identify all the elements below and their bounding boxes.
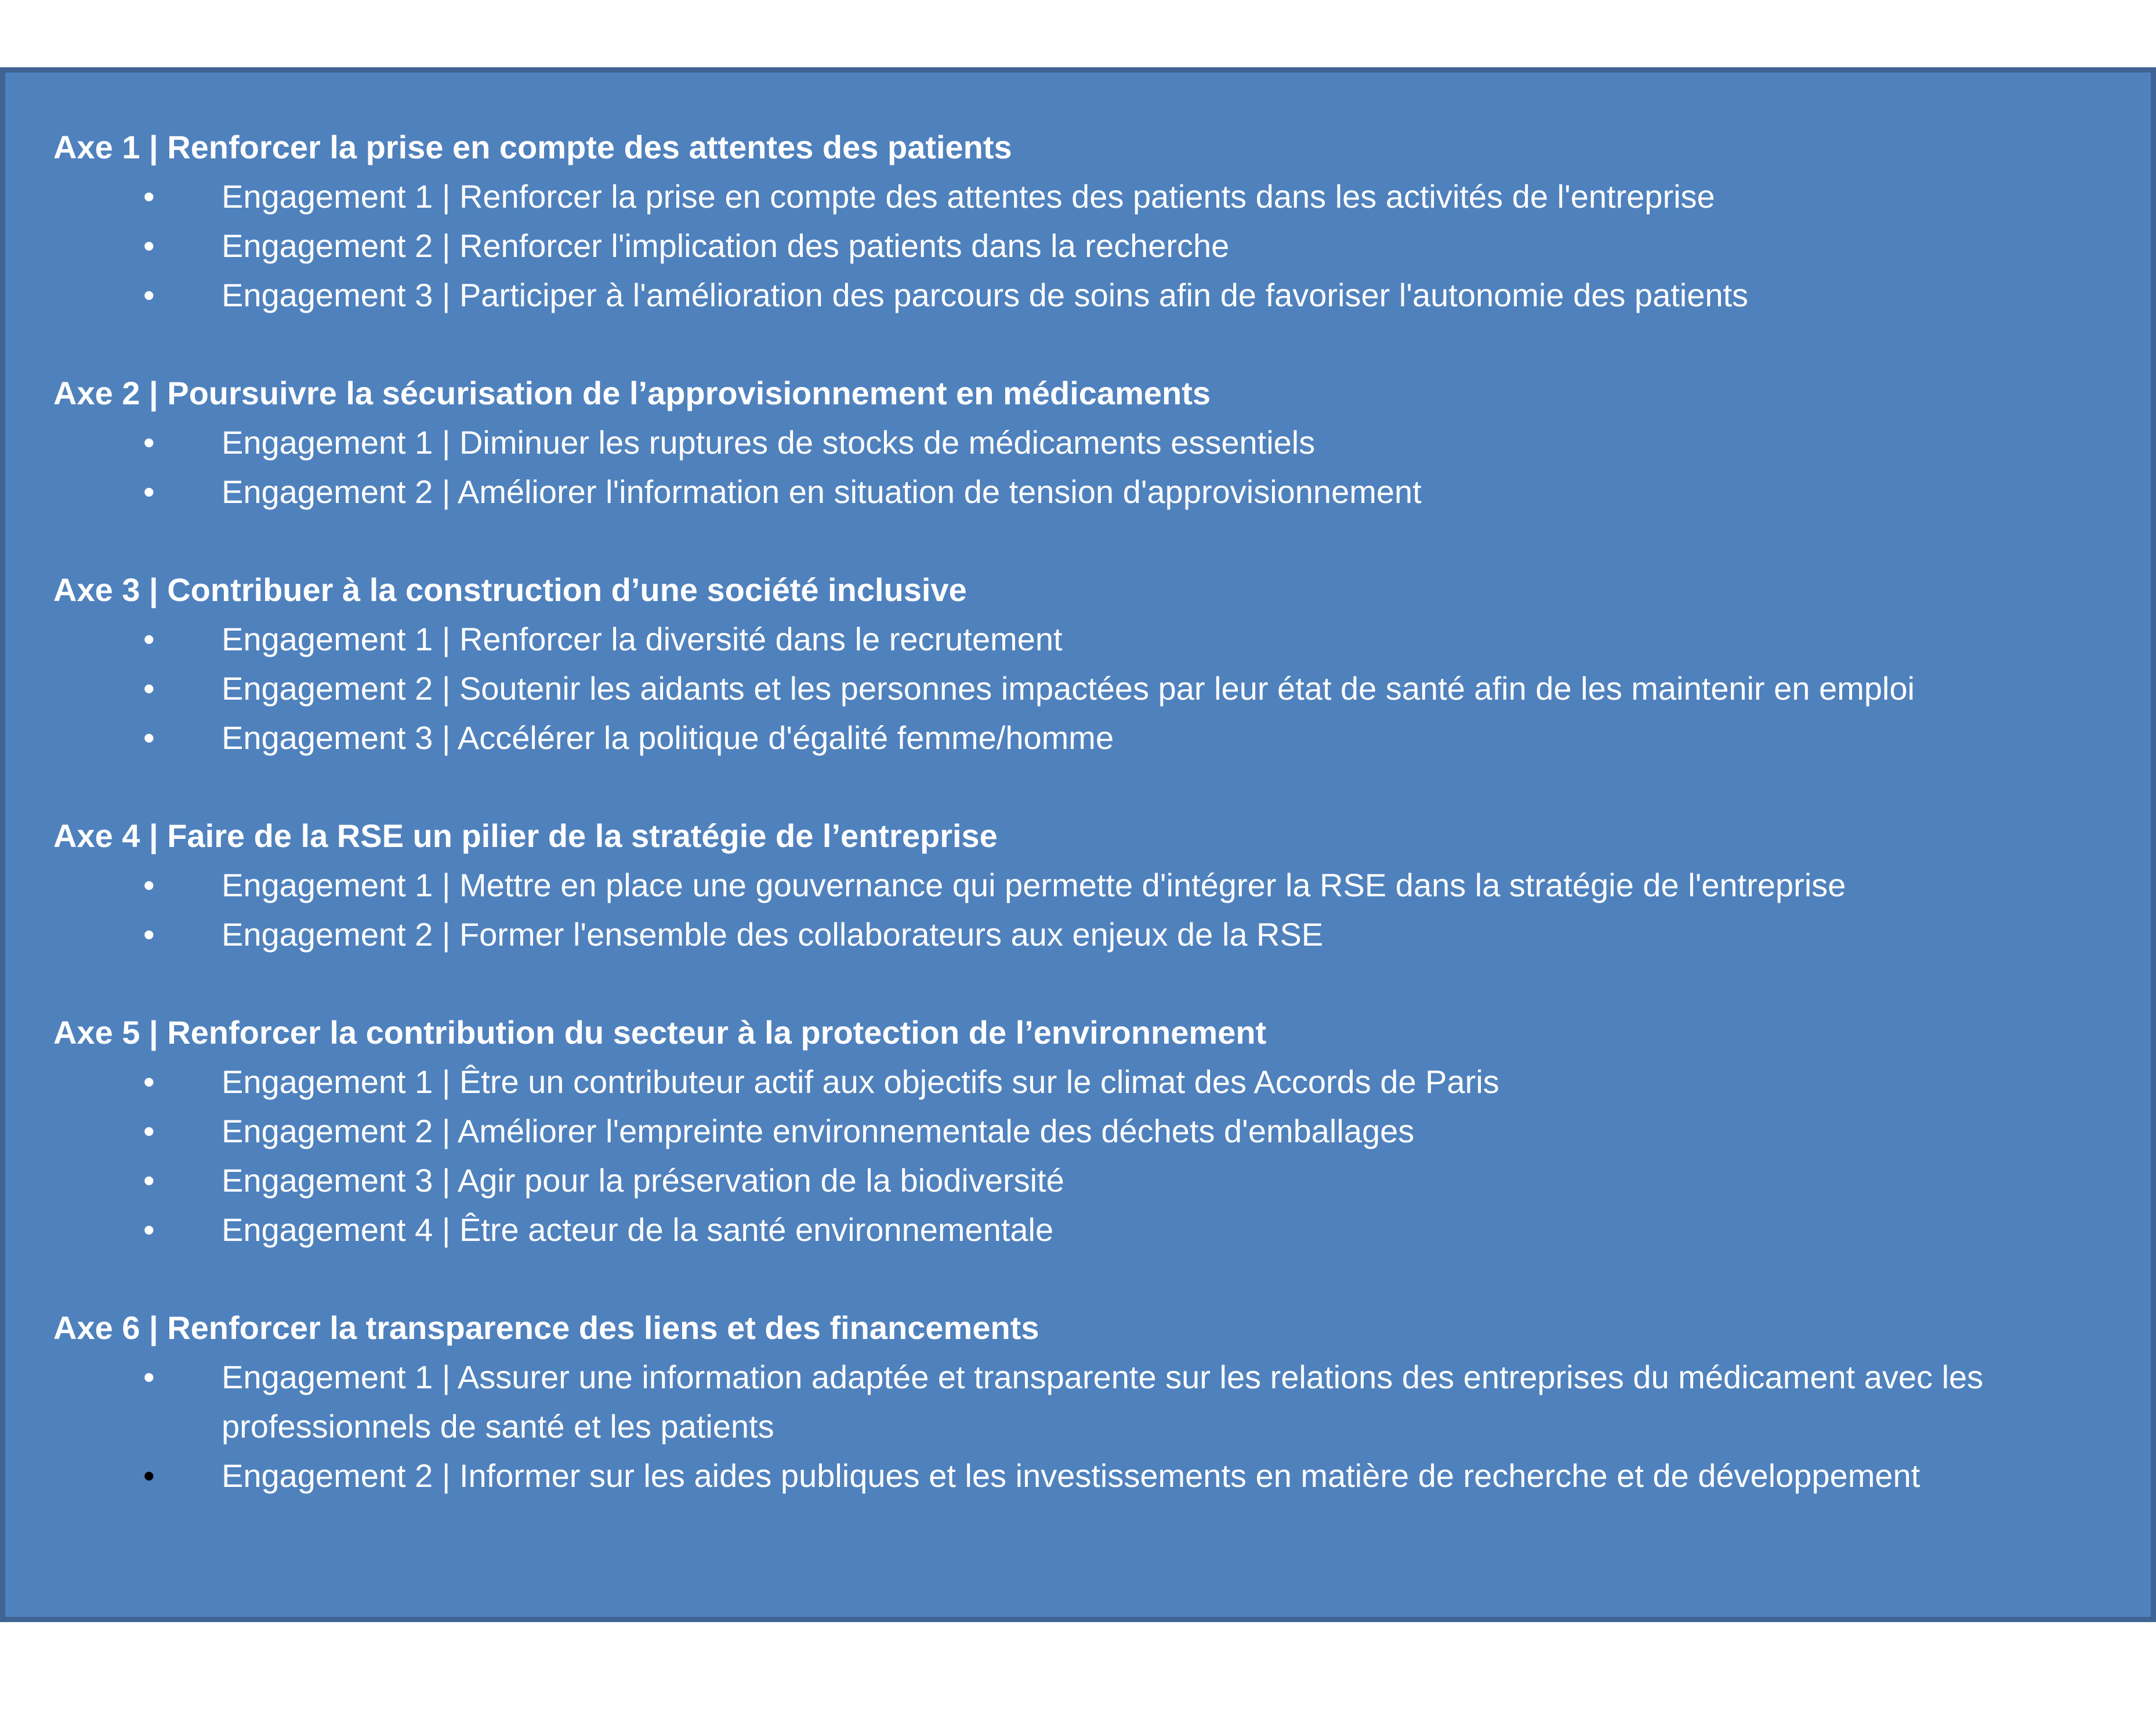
- axe-section: [53, 565, 2112, 762]
- engagement-item: [53, 860, 2112, 910]
- engagement-item: [53, 713, 2112, 762]
- bullet-icon: •: [143, 916, 155, 953]
- engagement-item: [53, 664, 2112, 713]
- engagements-panel: [0, 67, 2156, 1622]
- engagement-text: Engagement 4 | Être acteur de la santé environnementale: [222, 1211, 1054, 1248]
- bullet-icon: •: [143, 670, 155, 707]
- engagement-item: [53, 1352, 2112, 1451]
- engagement-text: Engagement 2 | Soutenir les aidants et les personnes impactées par leur état de santé afin de les maintenir en emploi: [222, 670, 1915, 707]
- bullet-icon: •: [143, 1113, 155, 1149]
- engagement-text: Engagement 2 | Renforcer l'implication des patients dans la recherche: [222, 227, 1230, 264]
- axe-title: Axe 2 | Poursuivre la sécurisation de l’approvisionnement en médicaments: [53, 375, 1211, 411]
- engagement-item: [53, 614, 2112, 664]
- engagement-text: Engagement 1 | Être un contributeur actif aux objectifs sur le climat des Accords de Paris: [222, 1063, 1499, 1100]
- engagement-item: [53, 1106, 2112, 1156]
- bullet-icon: •: [143, 178, 155, 215]
- bullet-icon: •: [143, 227, 155, 264]
- axe-title: Axe 4 | Faire de la RSE un pilier de la stratégie de l’entreprise: [53, 817, 998, 854]
- bullet-icon: •: [143, 1359, 155, 1395]
- engagement-text: Engagement 1 | Diminuer les ruptures de stocks de médicaments essentiels: [222, 424, 1316, 461]
- axe-title: Axe 3 | Contribuer à la construction d’une société inclusive: [53, 571, 967, 608]
- engagement-text: Engagement 2 | Améliorer l'empreinte environnementale des déchets d'emballages: [222, 1113, 1415, 1149]
- axe-section: [53, 1303, 2112, 1500]
- axe-title: Axe 5 | Renforcer la contribution du secteur à la protection de l’environnement: [53, 1014, 1267, 1051]
- axe-section: [53, 122, 2112, 320]
- engagement-text: Engagement 1 | Renforcer la diversité dans le recrutement: [222, 621, 1063, 657]
- axe-section: [53, 811, 2112, 959]
- axe-title: Axe 6 | Renforcer la transparence des liens et des financements: [53, 1309, 1039, 1346]
- engagement-text: Engagement 3 | Agir pour la préservation de la biodiversité: [222, 1162, 1064, 1199]
- engagement-text: Engagement 2 | Améliorer l'information en situation de tension d'approvisionnement: [222, 473, 1422, 510]
- engagement-item: [53, 1156, 2112, 1205]
- axe-section: [53, 1008, 2112, 1254]
- bullet-icon: •: [143, 1211, 155, 1248]
- engagement-text: Engagement 1 | Renforcer la prise en compte des attentes des patients dans les activités de l'entreprise: [222, 178, 1715, 215]
- bullet-icon: •: [143, 719, 155, 756]
- bullet-icon: •: [143, 1063, 155, 1100]
- engagement-item: [53, 1057, 2112, 1106]
- engagement-item: [53, 1205, 2112, 1254]
- bullet-icon: •: [143, 621, 155, 657]
- engagement-item: [53, 221, 2112, 270]
- engagement-item: [53, 1451, 2112, 1500]
- engagement-text: Engagement 3 | Accélérer la politique d'égalité femme/homme: [222, 719, 1114, 756]
- engagement-text: Engagement 3 | Participer à l'amélioration des parcours de soins afin de favoriser l'autonomie des patients: [222, 277, 1749, 313]
- bullet-icon: •: [143, 424, 155, 461]
- bullet-icon: •: [143, 1162, 155, 1199]
- engagement-item: [53, 270, 2112, 320]
- axe-section: [53, 368, 2112, 516]
- axe-title: Axe 1 | Renforcer la prise en compte des attentes des patients: [53, 129, 1012, 165]
- bullet-icon: •: [143, 1457, 155, 1494]
- engagement-text: Engagement 1 | Assurer une information adaptée et transparente sur les relations des entreprises du médicament avec les professionnels de santé et les patients: [222, 1359, 1984, 1445]
- bullet-icon: •: [143, 277, 155, 313]
- axes-list: [53, 122, 2112, 1500]
- engagement-text: Engagement 2 | Informer sur les aides publiques et les investissements en matière de recherche et de développement: [222, 1457, 1921, 1494]
- engagement-item: [53, 910, 2112, 959]
- engagement-item: [53, 418, 2112, 467]
- engagement-text: Engagement 2 | Former l'ensemble des collaborateurs aux enjeux de la RSE: [222, 916, 1324, 953]
- engagement-item: [53, 172, 2112, 221]
- bullet-icon: •: [143, 867, 155, 903]
- bullet-icon: •: [143, 473, 155, 510]
- engagement-text: Engagement 1 | Mettre en place une gouvernance qui permette d'intégrer la RSE dans la stratégie de l'entreprise: [222, 867, 1846, 903]
- engagement-item: [53, 467, 2112, 516]
